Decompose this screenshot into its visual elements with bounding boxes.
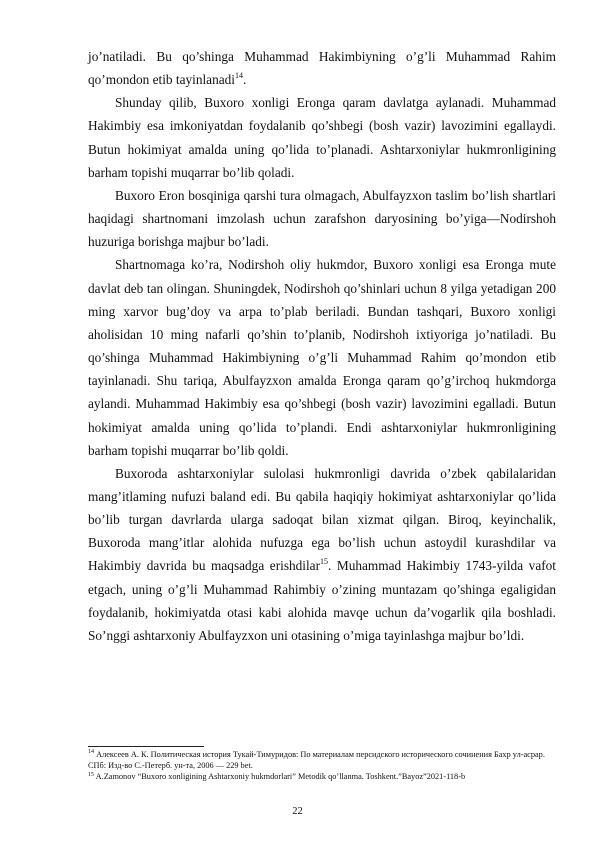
paragraph	[88, 253, 556, 461]
footnote-divider	[88, 746, 204, 747]
footnotes	[88, 749, 558, 783]
footnote-number: 15	[88, 771, 94, 778]
paragraph-text-tail: . Muhammad Hakimbiy 1743-yilda vafot etgach, uning o’g’li Muhammad Rahimbiy o’zining muntazam qo’shinga egaligidan foydalanib, hokimiyatda otasi kabi alohida mavqe uchun da’vogarlik qila boshladi. So’nggi ashtarxoniy Abulfayzxon uni otasining o’miga tayinlashga majbur bo’ldi.	[88, 558, 556, 643]
paragraph-continuation	[88, 45, 556, 91]
paragraph	[88, 91, 556, 184]
footnote-ref-15: 15	[320, 557, 329, 567]
paragraph-text: Buxoro Eron bosqiniga qarshi tura olmagach, Abulfayzxon taslim bo’lish shartlari haqidagi shartnomani imzolash uchun zarafshon daryosining bo’yiga—Nodirshoh huzuriga borishga majbur bo’ladi.	[88, 187, 556, 250]
footnote-text: Алексеев А. К. Политическая история Тукай-Тимуридов: По материалам персидского исторического сочинения Бахр ул-асрар. СПб: Изд-во С.-Петерб. ун-та, 2006 — 229 bet.	[88, 750, 545, 771]
paragraph-text: Shartnomaga ko’ra, Nodirshoh oliy hukmdor, Buxoro xonligi esa Eronga mute davlat deb tan olingan. Shuningdek, Nodirshoh qo’shinlari uchun 8 yilga yetadigan 200 ming xarvor bug’doy va arpa to’plab beriladi. Bundan tashqari, Buxoro xonligi aholisidan 10 ming nafarli qo’shin to’planib, Nodirshoh ixtiyoriga jo’natiladi. Bu qo’shinga Muhammad Hakimbiyning o’g’li Muhammad Rahim qo’mondon etib tayinlanadi. Shu tariqa, Abulfayzxon amalda Eronga qaram qo’g’irchoq hukmdorga aylandi. Muhammad Hakimbiy esa qo’shbegi (bosh vazir) lavozimini egalladi. Butun hokimiyat amalda uning qo’lida to’plandi. Endi ashtarxoniylar hukmronligining barham topishi muqarrar bo’lib qoldi.	[88, 257, 556, 458]
page-number: 22	[292, 806, 303, 817]
footnote-15	[88, 771, 558, 782]
footnote-text: A.Zamonov “Buxoro xonligining Ashtarxoniy hukmdorlari” Metodik qo’llanma. Toshkent.”Bayoz”2021-118-b	[95, 772, 466, 782]
paragraph-text: Buxoroda ashtarxoniylar sulolasi hukmronligi davrida o’zbek qabilalaridan mang’itlaming nufuzi baland edi. Bu qabila haqiqiy hokimiyat ashtarxoniylar qo’lida bo’lib turgan davrlarda ularga sadoqat bilan xizmat qilgan. Biroq, keyinchalik, Buxoroda mang’itlar alohida nufuzga ega bo’lish uchun astoydil kurashdilar va Hakimbiy davrida bu maqsadga erishdilar	[88, 465, 556, 574]
footnote-14	[88, 749, 558, 771]
body-text	[88, 45, 556, 647]
paragraph-text-tail: .	[242, 72, 247, 88]
paragraph	[88, 462, 556, 647]
paragraph-text: Shunday qilib, Buxoro xonligi Eronga qaram davlatga aylanadi. Muhammad Hakimbiy esa imkoniyatdan foydalanib qo’shbegi (bosh vazir) lavozimini egallaydi. Butun hokimiyat amalda uning qo’lida to’planadi. Ashtarxoniylar hukmronligining barham topishi muqarrar bo’lib qoladi.	[88, 95, 556, 180]
footnote-number: 14	[88, 749, 94, 756]
paragraph	[88, 184, 556, 253]
footnote-ref-14: 14	[234, 70, 243, 80]
paragraph-text: jo’natiladi. Bu qo’shinga Muhammad Hakimbiyning o’g’li Muhammad Rahim qo’mondon etib tayinlanadi	[88, 49, 556, 88]
